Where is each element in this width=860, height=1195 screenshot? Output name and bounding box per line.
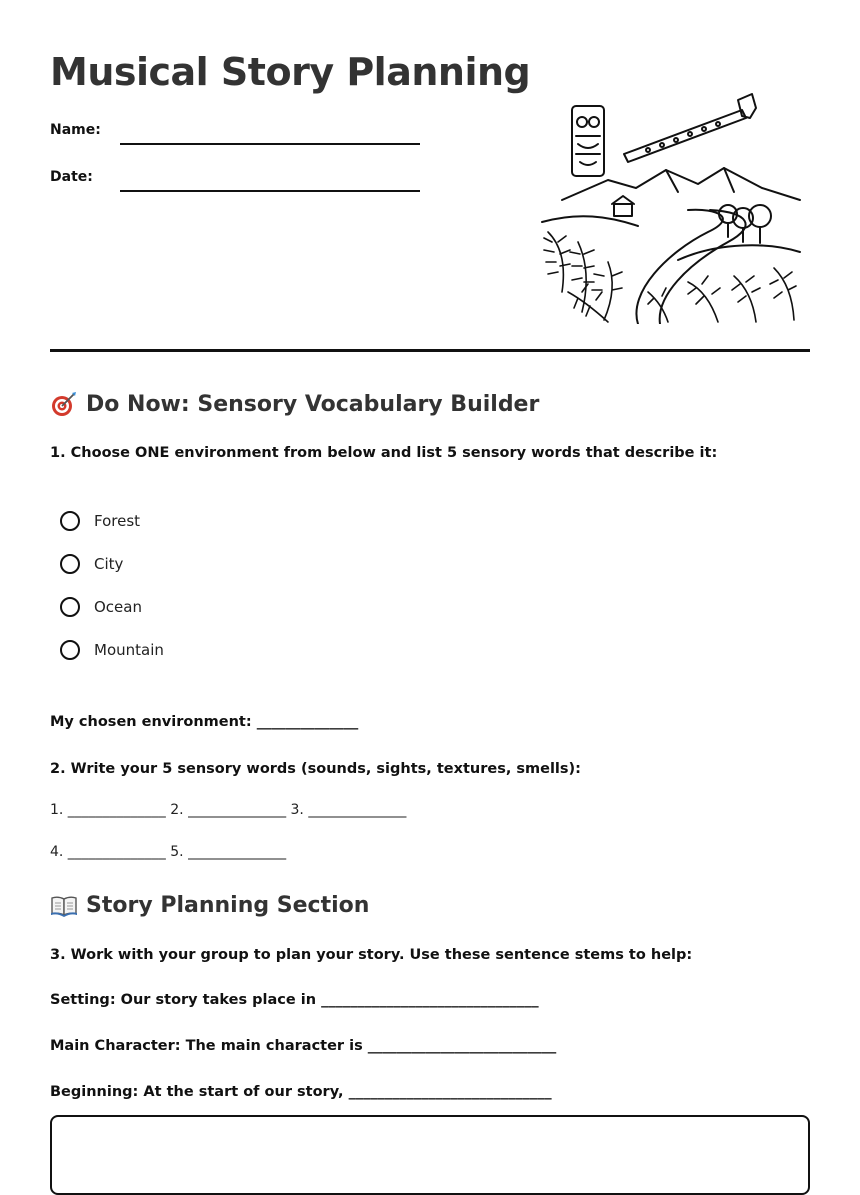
flute-icon xyxy=(624,94,756,162)
mountain-radio[interactable] xyxy=(60,640,80,660)
option-label: Ocean xyxy=(94,598,142,616)
sensory-words-row-2[interactable]: 4. ______________ 5. ______________ xyxy=(50,844,287,860)
landscape-illustration xyxy=(538,92,804,324)
question-2: 2. Write your 5 sensory words (sounds, sights, textures, smells): xyxy=(50,761,581,777)
chosen-environment-field[interactable]: My chosen environment: ______________ xyxy=(50,714,359,730)
ocean-radio[interactable] xyxy=(60,597,80,617)
story-planning-heading-text: Story Planning Section xyxy=(86,892,370,918)
beginning-answer-box[interactable] xyxy=(50,1115,810,1195)
question-3: 3. Work with your group to plan your story. Use these sentence stems to help: xyxy=(50,947,693,963)
city-radio[interactable] xyxy=(60,554,80,574)
target-icon xyxy=(50,390,78,418)
story-planning-heading xyxy=(50,891,369,919)
question-1: 1. Choose ONE environment from below and list 5 sensory words that describe it: xyxy=(50,445,718,461)
name-field[interactable] xyxy=(120,143,420,145)
option-city[interactable] xyxy=(60,554,123,574)
sensory-words-row-1[interactable]: 1. ______________ 2. ______________ 3. ______________ xyxy=(50,802,407,818)
forest-radio[interactable] xyxy=(60,511,80,531)
open-book-icon xyxy=(50,891,78,919)
option-label: Mountain xyxy=(94,641,164,659)
option-ocean[interactable] xyxy=(60,597,142,617)
do-now-heading xyxy=(50,390,539,418)
page-title: Musical Story Planning xyxy=(50,50,531,94)
date-field[interactable] xyxy=(120,190,420,192)
beginning-field[interactable]: Beginning: At the start of our story, ____________________________ xyxy=(50,1084,552,1100)
section-divider xyxy=(50,349,810,352)
date-label: Date: xyxy=(50,169,93,185)
option-label: Forest xyxy=(94,512,141,530)
name-label: Name: xyxy=(50,122,101,138)
option-label: City xyxy=(94,555,124,573)
main-character-field[interactable]: Main Character: The main character is __________________________ xyxy=(50,1038,557,1054)
option-forest[interactable] xyxy=(60,511,140,531)
setting-field[interactable]: Setting: Our story takes place in ______________________________ xyxy=(50,992,539,1008)
carving-icon xyxy=(572,106,604,176)
do-now-heading-text: Do Now: Sensory Vocabulary Builder xyxy=(86,391,540,417)
option-mountain[interactable] xyxy=(60,640,164,660)
